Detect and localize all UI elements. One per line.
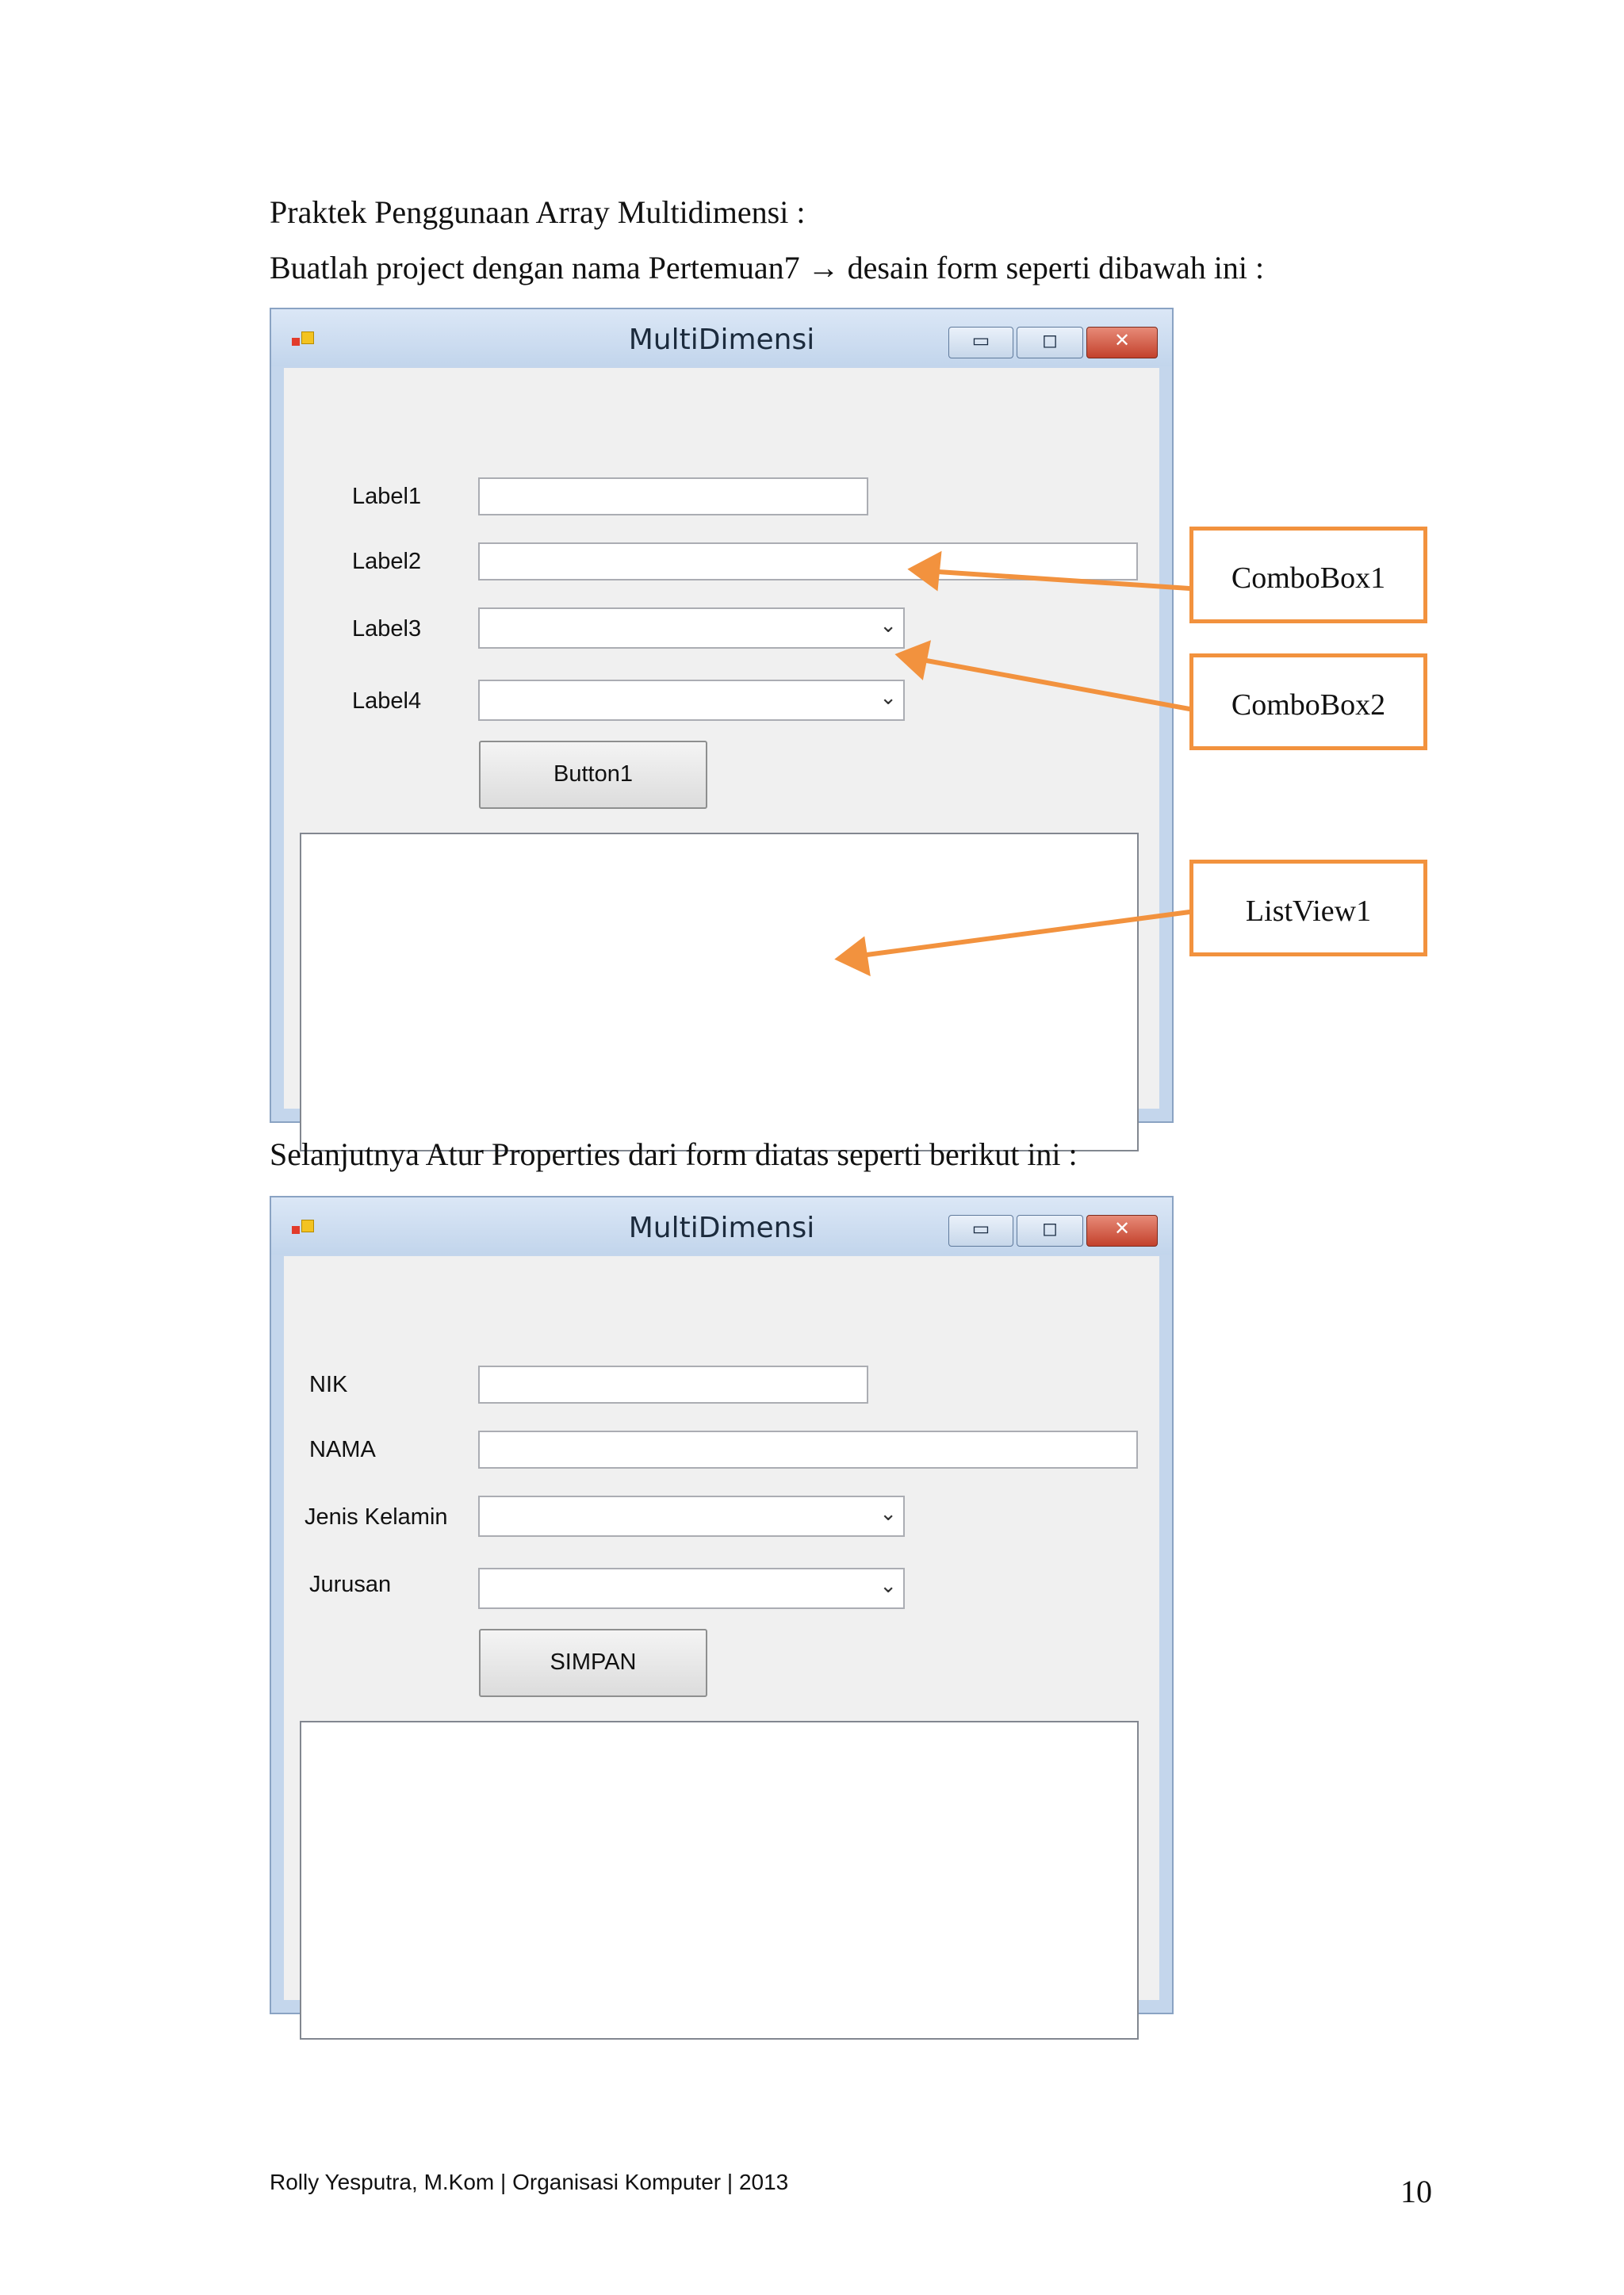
minimize-icon: ▭ [971, 1217, 990, 1239]
combobox1[interactable] [478, 607, 905, 649]
maximize-button[interactable] [1017, 1215, 1083, 1247]
simpan-button-label: SIMPAN [550, 1649, 637, 1675]
exercise-heading: Praktek Penggunaan Array Multidimensi : [270, 194, 806, 230]
title-bar[interactable] [271, 309, 1172, 366]
page-number: 10 [1400, 2174, 1432, 2209]
callout-combobox2-label: ComboBox2 [1231, 688, 1386, 722]
exercise-instruction: Buatlah project dengan nama Pertemuan7 → desain form seperti dibawah ini : [270, 250, 1265, 285]
maximize-icon: ◻ [1042, 329, 1058, 351]
window-multidimensi-properties [270, 1196, 1174, 2014]
nama-field[interactable] [478, 1431, 1138, 1469]
window-title: MultiDimensi [628, 324, 815, 356]
callout-combobox1-label: ComboBox1 [1231, 561, 1386, 595]
data-listview[interactable] [300, 1721, 1139, 2040]
window-title: MultiDimensi [628, 1212, 815, 1244]
textbox2[interactable] [478, 542, 1138, 580]
properties-instruction: Selanjutnya Atur Properties dari form diatas seperti berikut ini : [270, 1136, 1078, 1172]
footer-separator: | [721, 2170, 739, 2194]
label2: Label2 [352, 549, 422, 574]
maximize-button[interactable] [1017, 327, 1083, 358]
label4: Label4 [352, 688, 422, 714]
textbox1[interactable] [478, 477, 868, 515]
jenis-kelamin-combobox[interactable] [478, 1496, 905, 1537]
close-button[interactable] [1086, 327, 1158, 358]
chevron-down-icon: ⌄ [879, 686, 897, 710]
callout-combobox1 [1189, 527, 1427, 623]
footer-course: Organisasi Komputer [512, 2170, 722, 2194]
minimize-icon: ▭ [971, 329, 990, 351]
footer-separator: | [494, 2170, 513, 2194]
window-multidimensi-design [270, 308, 1174, 1123]
close-icon: ✕ [1113, 329, 1131, 351]
label-jurusan: Jurusan [309, 1572, 392, 1597]
callout-combobox2 [1189, 653, 1427, 750]
chevron-down-icon: ⌄ [879, 614, 897, 638]
minimize-button[interactable] [948, 1215, 1013, 1247]
maximize-icon: ◻ [1042, 1217, 1058, 1239]
close-icon: ✕ [1113, 1217, 1131, 1239]
footer [270, 2170, 788, 2195]
form-client-area [284, 1256, 1159, 2000]
simpan-button[interactable] [479, 1629, 707, 1697]
chevron-down-icon: ⌄ [879, 1574, 897, 1598]
footer-author: Rolly Yesputra, M.Kom [270, 2170, 495, 2194]
label-nama: NAMA [309, 1437, 376, 1462]
button1-label: Button1 [553, 761, 633, 787]
label-nik: NIK [309, 1372, 348, 1397]
button1[interactable] [479, 741, 707, 809]
callout-listview1-label: ListView1 [1245, 895, 1372, 928]
combobox2[interactable] [478, 680, 905, 721]
label-jenis-kelamin: Jenis Kelamin [304, 1504, 448, 1530]
label3: Label3 [352, 616, 422, 642]
nik-field[interactable] [478, 1366, 868, 1404]
title-bar[interactable] [271, 1197, 1172, 1255]
jurusan-combobox[interactable] [478, 1568, 905, 1609]
minimize-button[interactable] [948, 327, 1013, 358]
label1: Label1 [352, 484, 422, 509]
close-button[interactable] [1086, 1215, 1158, 1247]
footer-year: 2013 [738, 2170, 789, 2194]
form-client-area [284, 368, 1159, 1109]
callout-listview1 [1189, 860, 1427, 956]
listview1[interactable] [300, 833, 1139, 1151]
chevron-down-icon: ⌄ [879, 1502, 897, 1526]
